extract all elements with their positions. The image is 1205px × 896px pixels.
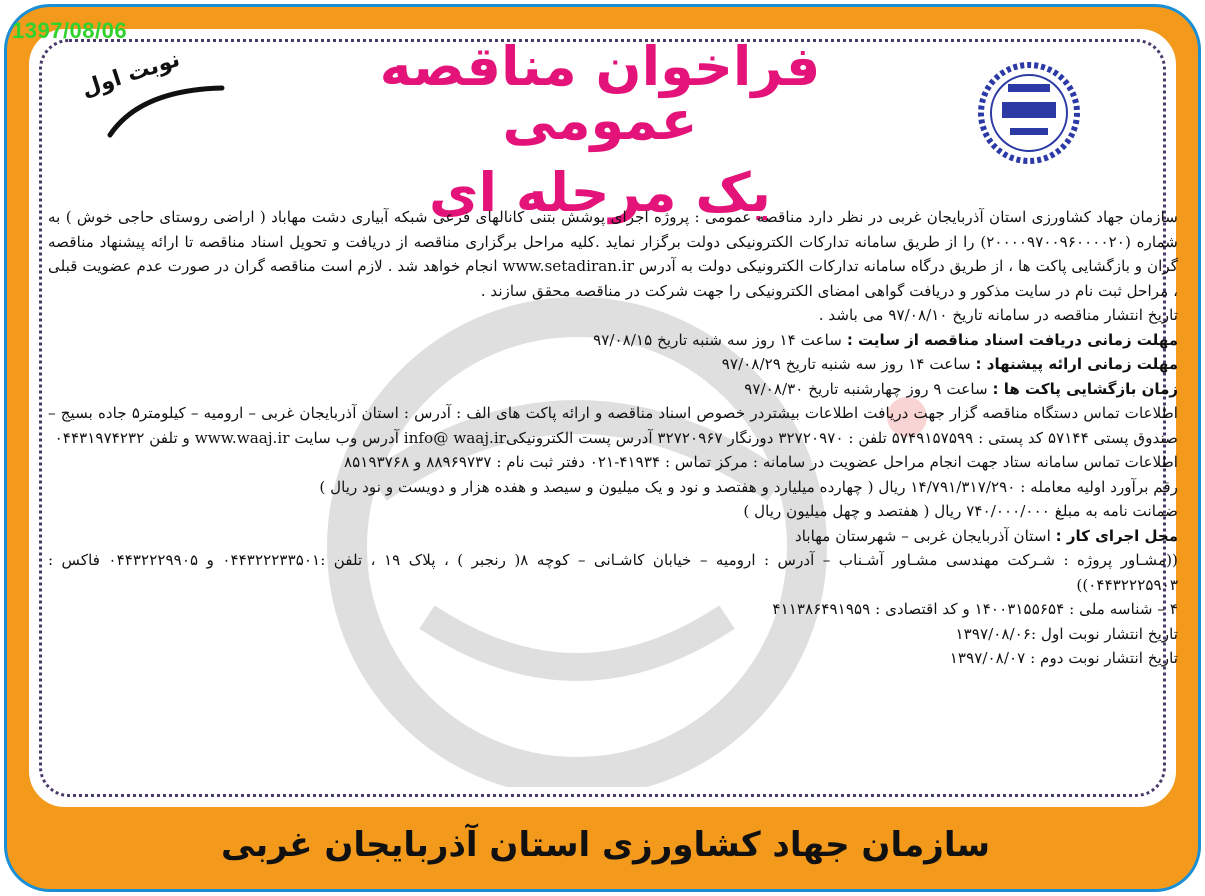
location-row xyxy=(48,524,1178,549)
footer-organization: سازمان جهاد کشاورزی استان آذربایجان غربی xyxy=(220,825,991,865)
title-line-2: یک مرحله ای xyxy=(429,161,771,224)
swoosh-icon xyxy=(100,80,230,140)
deadline-label: مهلت زمانی ارائه پیشنهاد : xyxy=(975,355,1178,373)
second-publish-line: تاریخ انتشار نوبت دوم : ۱۳۹۷/۰۸/۰۷ xyxy=(949,649,1178,667)
deadline-row xyxy=(48,328,1178,353)
deadline-row xyxy=(48,377,1178,402)
estimate-line: رقم برآورد اولیه معامله : ۱۴/۷۹۱/۳۱۷/۲۹۰ ریال ( چهارده میلیارد و هفتصد و نود و یک میلیون و سیصد و هفده هزار و دویست و نود ریال ) xyxy=(319,477,1178,496)
deadline-label: زمان بازگشایی پاکت ها : xyxy=(992,379,1178,398)
contact-line: اطلاعات تماس سامانه ستاد جهت انجام مراحل عضویت در سامانه : مرکز تماس : ۴۱۹۳۴-۰۲۱ دفتر ثبت نام : ۸۸۹۶۹۷۳۷ و ۸۵۱۹۳۷۶۸ xyxy=(343,453,1178,471)
deadline-value: ساعت ۱۴ روز سه شنبه تاریخ ۹۷/۰۸/۱۵ xyxy=(593,330,847,349)
date-stamp: 1397/08/06 xyxy=(12,18,128,43)
title-line-1: فراخوان مناقصه عمومی xyxy=(379,35,821,152)
id-line: ۴ – شناسه ملی : ۱۴۰۰۳۱۵۵۶۵۴ و کد اقتصادی : ۴۱۱۳۸۶۴۹۱۹۵۹ xyxy=(772,600,1178,618)
guarantee-line: ضمانت نامه به مبلغ ۷۴۰/۰۰۰/۰۰۰ ریال ( هفتصد و چهل میلیون ریال ) xyxy=(743,502,1178,520)
tender-body xyxy=(48,205,1178,671)
location-label: محل اجرای کار : xyxy=(1055,526,1178,545)
deadline-value: ساعت ۱۴ روز سه شنبه تاریخ ۹۷/۰۸/۲۹ xyxy=(721,355,976,373)
first-publish-line: تاریخ انتشار نوبت اول :۱۳۹۷/۰۸/۰۶ xyxy=(955,624,1178,643)
first-publication-badge: نوبت اول xyxy=(78,46,183,103)
deadline-label: مهلت زمانی دریافت اسناد مناقصه از سایت : xyxy=(846,330,1178,349)
contact-line: اطلاعات تماس دستگاه مناقصه گزار جهت دریافت اطلاعات بیشتردر خصوص اسناد مناقصه و ارائه پاکت های الف : آدرس : استان آذربایجان غربی – ارومیه – کیلومتر۵ جاده بسیج – صندوق پستی ۵۷۱۴۴ کد پستی : ۵۷۴۹۱۵۷۵۹۹ تلفن : ۳۲۷۲۰۹۷۰ دورنگار ۳۲۷۲۰۹۶۷ آدرس پست الکترونیکیinfo@ waaj.ir آدرس وب سایت www.waaj.ir و تلفن ۰۴۴۳۱۹۷۴۲۳۲ xyxy=(48,404,1179,447)
deadline-value: ساعت ۹ روز چهارشنبه تاریخ ۹۷/۰۸/۳۰ xyxy=(744,379,993,398)
location-value: استان آذربایجان غربی – شهرستان مهاباد xyxy=(795,526,1056,545)
ad-title xyxy=(300,35,900,224)
publish-date-line: تاریخ انتشار مناقصه در سامانه تاریخ ۹۷/۰۸/۱۰ می باشد . xyxy=(818,306,1178,324)
deadline-row xyxy=(48,352,1178,377)
intro-paragraph: سازمان جهاد کشاورزی استان آذربایجان غربی در نظر دارد مناقصه عمومی : پروژه اجرای پوشش بتنی کانالهای فرعی شبکه آبیاری دشت مهاباد ( اراضی روستای حاجی خوش ) به شماره (۲۰۰۰۰۹۷۰۰۹۶۰۰۰۰۲۰) را از طریق سامانه تدارکات الکترونیکی دولت برگزار نماید .کلیه مراحل برگزاری مناقصه از دریافت و تحویل اسناد مناقصه تا ارائه پیشنهاد مناقصه گران و بازگشایی پاکت ها ، از طریق درگاه سامانه تدارکات الکترونیکی دولت به آدرس www.setadiran.ir انجام خواهد شد . لازم است مناقصه گران در صورت عدم عضویت قبلی ، مراحل ثبت نام در سایت مذکور و دریافت گواهی امضای الکترونیکی را جهت شرکت در مناقصه محقق سازند . xyxy=(48,208,1178,300)
jahad-logo-icon xyxy=(974,58,1084,168)
consultant-line: ((مشـاور پروژه : شـرکت مهندسی مشـاور آشـناب – آدرس : ارومیه – خیابان کاشـانی – کوچه ۸( رنجبر ) ، پلاک ۱۹ ، تلفن :۰۴۴۳۲۲۲۳۳۵۰۱ و ۰۴۴۳۲۲۲۹۹۰۵ فاکس : ۰۴۴۳۲۲۲۵۹۰۳)) xyxy=(48,551,1178,594)
